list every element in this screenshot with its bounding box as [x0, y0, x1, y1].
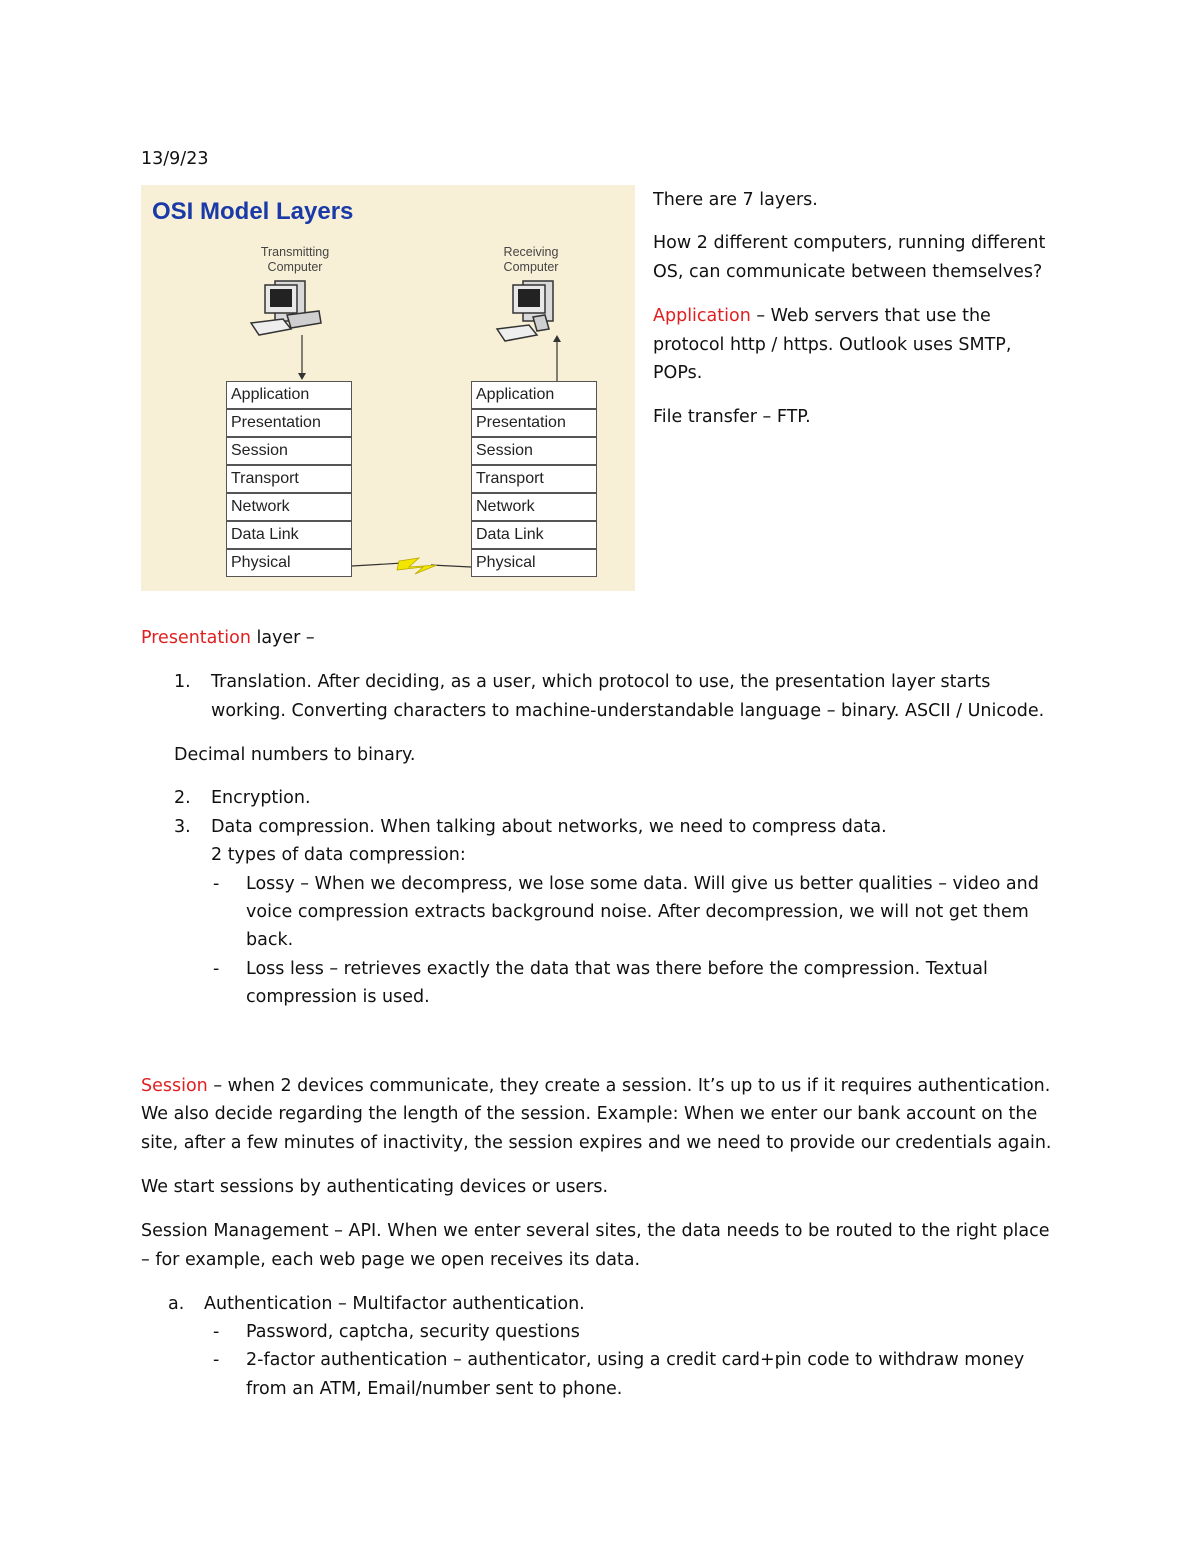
- right-layer-data-link: Data Link: [471, 521, 597, 549]
- left-layer-application: Application: [226, 381, 352, 409]
- right-layer-physical: Physical: [471, 549, 597, 577]
- session-line3: site, after a few minutes of inactivity, the session expires and we need to provide our credentials again.: [141, 1133, 1052, 1153]
- list-letter-a: a.: [168, 1294, 185, 1314]
- lossless-line1: Loss less – retrieves exactly the data that was there before the compression. Textual: [246, 959, 988, 979]
- compression-types: 2 types of data compression:: [211, 845, 466, 865]
- list-number-3: 3.: [174, 817, 191, 837]
- osi-model-figure: [141, 185, 635, 591]
- two-factor-line1: 2-factor authentication – authenticator, using a credit card+pin code to withdraw money: [246, 1350, 1025, 1370]
- session-management-line1: Session Management – API. When we enter several sites, the data needs to be routed to the right place: [141, 1221, 1050, 1241]
- presentation-heading: Presentation layer –: [141, 628, 315, 648]
- translation-line1: Translation. After deciding, as a user, which protocol to use, the presentation layer starts: [211, 672, 991, 692]
- notes-application-line1: Application – Web servers that use the: [653, 306, 991, 326]
- figure-title: OSI Model Layers: [152, 198, 354, 225]
- lossy-line3: back.: [246, 930, 294, 950]
- session-line2: We also decide regarding the length of the session. Example: When we enter our bank account on the: [141, 1104, 1038, 1124]
- left-layer-transport: Transport: [226, 465, 352, 493]
- password-dash: -: [213, 1322, 220, 1342]
- notes-application-line2: protocol http / https. Outlook uses SMTP,: [653, 335, 1012, 355]
- lightning-bolt-icon: [397, 558, 437, 574]
- session-line1: Session – when 2 devices communicate, they create a session. It’s up to us if it requires authentication.: [141, 1076, 1051, 1096]
- decimal-note: Decimal numbers to binary.: [174, 745, 416, 765]
- session-term: Session: [141, 1076, 208, 1096]
- lossless-line2: compression is used.: [246, 987, 430, 1007]
- session-management-line2: – for example, each web page we open receives its data.: [141, 1250, 641, 1270]
- left-layer-presentation: Presentation: [226, 409, 352, 437]
- right-layer-transport: Transport: [471, 465, 597, 493]
- translation-line2: working. Converting characters to machine-understandable language – binary. ASCII / Unicode.: [211, 701, 1045, 721]
- left-layer-physical: Physical: [226, 549, 352, 577]
- lossy-line1: Lossy – When we decompress, we lose some data. Will give us better qualities – video and: [246, 874, 1039, 894]
- notes-file-transfer: File transfer – FTP.: [653, 407, 811, 427]
- left-layer-data-link: Data Link: [226, 521, 352, 549]
- notes-question-line2: OS, can communicate between themselves?: [653, 262, 1043, 282]
- transmitting-computer-label: Transmitting Computer: [260, 245, 330, 274]
- compression-item: Data compression. When talking about networks, we need to compress data.: [211, 817, 887, 837]
- right-layer-network: Network: [471, 493, 597, 521]
- session-start: We start sessions by authenticating devices or users.: [141, 1177, 609, 1197]
- right-layer-presentation: Presentation: [471, 409, 597, 437]
- receiving-computer-label: Receiving Computer: [503, 245, 559, 274]
- application-term: Application: [653, 306, 751, 326]
- notes-layers-count: There are 7 layers.: [653, 190, 818, 210]
- left-layer-network: Network: [226, 493, 352, 521]
- presentation-term: Presentation: [141, 628, 251, 648]
- notes-question-line1: How 2 different computers, running different: [653, 233, 1046, 253]
- encryption-item: Encryption.: [211, 788, 311, 808]
- two-factor-dash: -: [213, 1350, 220, 1370]
- authentication-item: Authentication – Multifactor authentication.: [204, 1294, 585, 1314]
- lossy-line2: voice compression extracts background noise. After decompression, we will not get them: [246, 902, 1029, 922]
- lossy-dash: -: [213, 874, 220, 894]
- right-layer-session: Session: [471, 437, 597, 465]
- password-item: Password, captcha, security questions: [246, 1322, 580, 1342]
- two-factor-line2: from an ATM, Email/number sent to phone.: [246, 1379, 623, 1399]
- transmitting-computer-icon: [251, 281, 321, 335]
- lossless-dash: -: [213, 959, 220, 979]
- list-number-2: 2.: [174, 788, 191, 808]
- right-layer-application: Application: [471, 381, 597, 409]
- date: 13/9/23: [141, 149, 209, 169]
- list-number-1: 1.: [174, 672, 191, 692]
- notes-application-line3: POPs.: [653, 363, 703, 383]
- receiving-computer-icon: [497, 281, 553, 341]
- left-layer-session: Session: [226, 437, 352, 465]
